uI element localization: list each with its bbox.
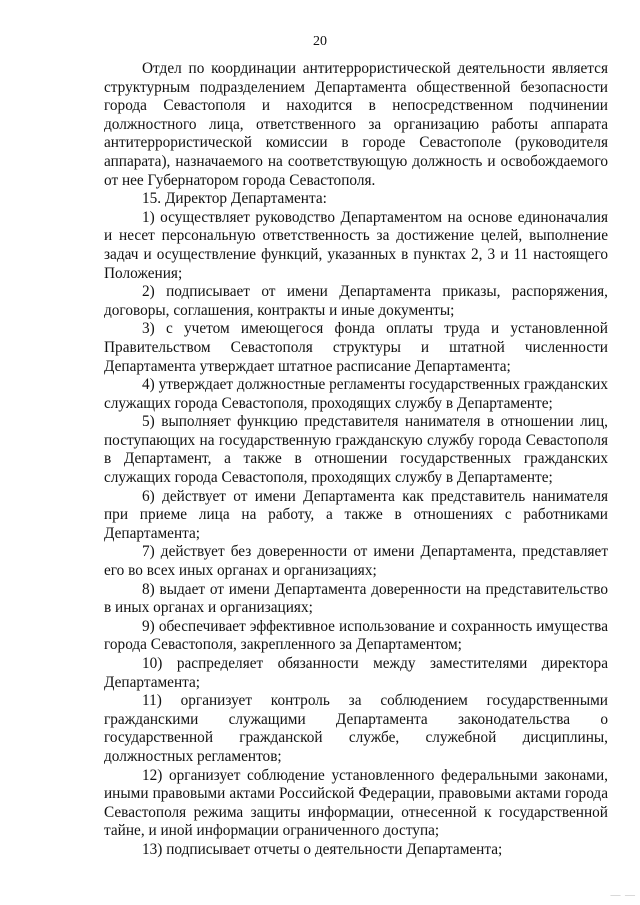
paragraph-item-3: 3) с учетом имеющегося фонда оплаты труда и установленной Правительством Севастополя структуры и штатной численности Департамента утверждает штатное расписание Департамента; — [104, 320, 608, 375]
paragraph-item-1: 1) осуществляет руководство Департаментом на основе единоначалия и несет персональную ответственность за достижение целей, выполнение задач и осуществление функций, указанных в пунктах 2, 3 и 11 настоящего Положения; — [104, 208, 608, 282]
paragraph-item-6: 6) действует от имени Департамента как представитель нанимателя при приеме лица на работу, а также в отношениях с работниками Департамента; — [104, 487, 608, 542]
paragraph-department-status: Отдел по координации антитеррористической деятельности является структурным подразделением Департамента общественной безопасности города Севастополя и находится в непосредственном подчинении должностного лица, ответственного за организацию работы аппарата антитеррористической комиссии в городе Севастополе (руководителя аппарата), назначаемого на соответствующую должность и освобождаемого от нее Губернатором города Севастополя. — [104, 60, 608, 189]
paragraph-section-15-heading: 15. Директор Департамента: — [142, 190, 327, 208]
paragraph-item-11: 11) организует контроль за соблюдением государственными гражданскими служащими Департамента законодательства о государственной гражданской службе, служебной дисциплины, должностных регламентов; — [104, 692, 608, 765]
paragraph-item-9: 9) обеспечивает эффективное использование и сохранность имущества города Севастополя, закрепленного за Департаментом; — [104, 617, 608, 654]
corner-scan-mark: — — — [610, 890, 636, 901]
paragraph-item-10: 10) распределяет обязанности между заместителями директора Департамента; — [104, 655, 608, 691]
paragraph-item-13: 13) подписывает отчеты о деятельности Департамента; — [142, 840, 503, 858]
paragraph-item-4: 4) утверждает должностные регламенты государственных гражданских служащих города Севастополя, проходящих службу в Департаменте; — [104, 376, 608, 412]
document-body — [104, 60, 608, 860]
paragraph-item-8: 8) выдает от имени Департамента доверенности на представительство в иных органах и организациях; — [104, 580, 608, 617]
paragraph-item-2: 2) подписывает от имени Департамента приказы, распоряжения, договоры, соглашения, контракты и иные документы; — [104, 283, 608, 319]
page-number: 20 — [313, 34, 327, 49]
paragraph-item-5: 5) выполняет функцию представителя нанимателя в отношении лиц, поступающих на государственную гражданскую службу города Севастополя в Департамент, а также в отношении государственных гражданских служащих города Севастополя, проходящих службу в Департаменте; — [104, 413, 608, 487]
paragraph-item-12: 12) организует соблюдение установленного федеральными законами, иными правовыми актами Российской Федерации, правовыми актами города Севастополя режима защиты информации, отнесенной к государственной тайне, и иной информации ограниченного доступа; — [104, 766, 608, 840]
paragraph-item-7: 7) действует без доверенности от имени Департамента, представляет его во всех иных органах и организациях; — [104, 543, 608, 580]
